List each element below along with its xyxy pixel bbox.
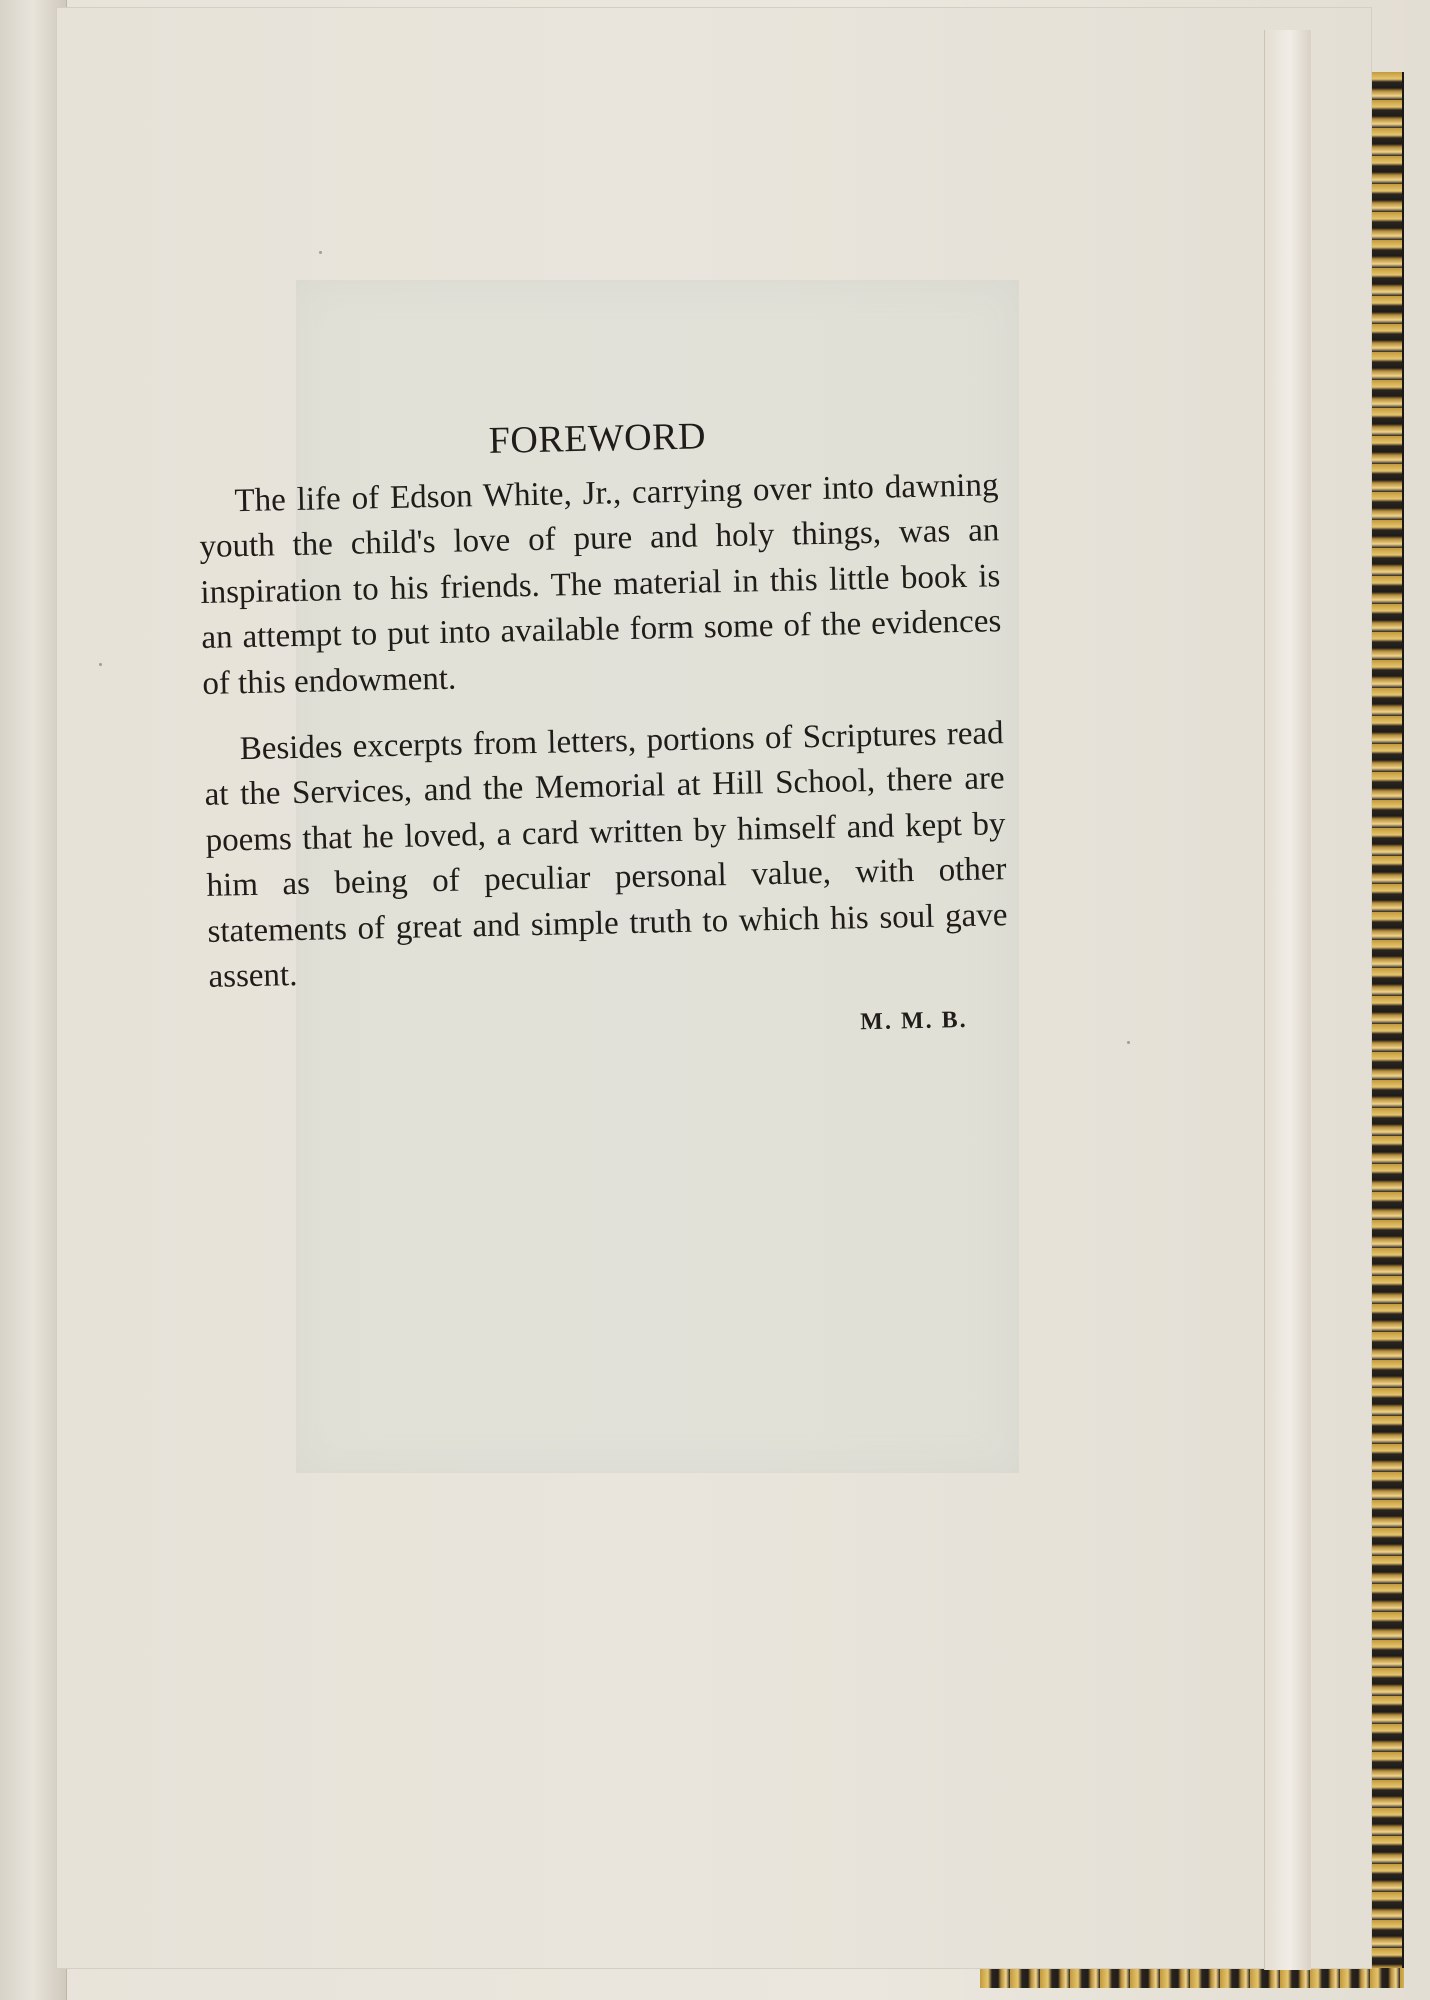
paper-speck xyxy=(319,251,322,254)
foreword-paragraph-1: The life of Edson White, Jr., carrying over into dawning youth the child's love of pure and holy things, was an inspiration to his friends. The material in this little book is an attempt to put into available form some of the evidences of this endowment. xyxy=(199,467,1002,702)
author-initials: M. M. B. xyxy=(860,1006,968,1035)
paper-speck xyxy=(1127,1041,1130,1044)
gilt-book-spine xyxy=(1366,72,1404,1972)
foreword-paragraph-2: Besides excerpts from letters, portions of Scriptures read at the Services, and the Memorial at Hill School, there are poems that he loved, a card written by himself and kept by him as being of peculiar personal value, with other statements of great and simple truth to which his soul gave assent. xyxy=(204,714,1008,996)
paper-speck xyxy=(99,663,102,666)
gilt-book-bottom-edge xyxy=(980,1968,1404,1988)
book-page xyxy=(57,8,1371,1968)
torn-page-edge xyxy=(1264,30,1311,1970)
foreword-text-block xyxy=(197,411,1010,1049)
foreword-title: FOREWORD xyxy=(488,415,707,462)
